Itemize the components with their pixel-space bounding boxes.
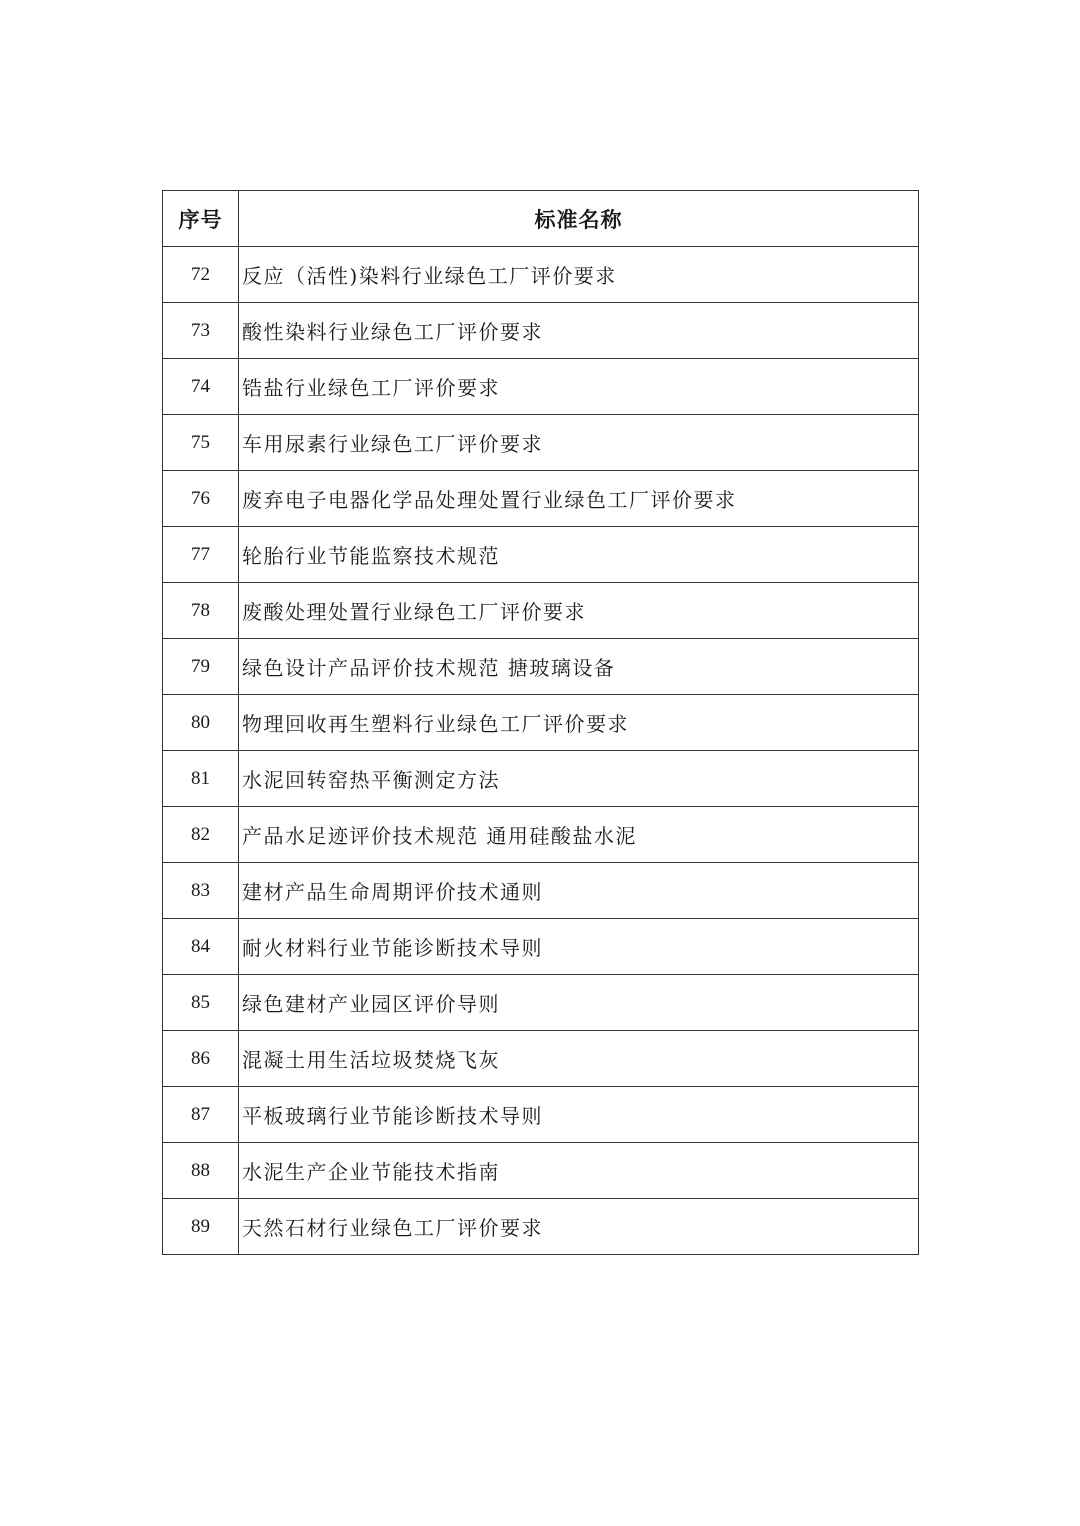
serial-number-cell: 78 <box>163 583 239 639</box>
serial-number-cell: 72 <box>163 247 239 303</box>
serial-number-cell: 76 <box>163 471 239 527</box>
standard-name-cell: 产品水足迹评价技术规范 通用硅酸盐水泥 <box>239 807 919 863</box>
table-row <box>163 919 919 975</box>
table-row <box>163 751 919 807</box>
table-row <box>163 527 919 583</box>
standard-name-cell: 混凝土用生活垃圾焚烧飞灰 <box>239 1031 919 1087</box>
table-row <box>163 303 919 359</box>
standard-name-cell: 水泥回转窑热平衡测定方法 <box>239 751 919 807</box>
standard-name-cell: 天然石材行业绿色工厂评价要求 <box>239 1199 919 1255</box>
table-row <box>163 1087 919 1143</box>
table-row <box>163 863 919 919</box>
table-row <box>163 975 919 1031</box>
serial-number-cell: 75 <box>163 415 239 471</box>
serial-number-cell: 88 <box>163 1143 239 1199</box>
standard-name-cell: 物理回收再生塑料行业绿色工厂评价要求 <box>239 695 919 751</box>
serial-number-cell: 74 <box>163 359 239 415</box>
table-row <box>163 359 919 415</box>
standard-name-cell: 建材产品生命周期评价技术通则 <box>239 863 919 919</box>
serial-number-cell: 73 <box>163 303 239 359</box>
serial-number-cell: 87 <box>163 1087 239 1143</box>
standard-name-cell: 耐火材料行业节能诊断技术导则 <box>239 919 919 975</box>
standard-name-cell: 轮胎行业节能监察技术规范 <box>239 527 919 583</box>
standard-name-cell: 酸性染料行业绿色工厂评价要求 <box>239 303 919 359</box>
serial-number-cell: 85 <box>163 975 239 1031</box>
standard-name-cell: 锆盐行业绿色工厂评价要求 <box>239 359 919 415</box>
standard-name-cell: 水泥生产企业节能技术指南 <box>239 1143 919 1199</box>
table-row <box>163 695 919 751</box>
table-row <box>163 415 919 471</box>
serial-number-cell: 80 <box>163 695 239 751</box>
table-row <box>163 1143 919 1199</box>
header-row <box>163 191 919 247</box>
table-body <box>163 247 919 1255</box>
standard-name-cell: 绿色设计产品评价技术规范 搪玻璃设备 <box>239 639 919 695</box>
serial-number-cell: 89 <box>163 1199 239 1255</box>
table-row <box>163 639 919 695</box>
serial-number-cell: 83 <box>163 863 239 919</box>
standards-table <box>162 190 919 1255</box>
standard-name-cell: 绿色建材产业园区评价导则 <box>239 975 919 1031</box>
table-header <box>163 191 919 247</box>
header-serial-number: 序号 <box>163 191 239 247</box>
serial-number-cell: 77 <box>163 527 239 583</box>
standard-name-cell: 平板玻璃行业节能诊断技术导则 <box>239 1087 919 1143</box>
serial-number-cell: 79 <box>163 639 239 695</box>
table-row <box>163 583 919 639</box>
table-row <box>163 471 919 527</box>
standard-name-cell: 废弃电子电器化学品处理处置行业绿色工厂评价要求 <box>239 471 919 527</box>
table-row <box>163 247 919 303</box>
standard-name-cell: 废酸处理处置行业绿色工厂评价要求 <box>239 583 919 639</box>
standard-name-cell: 反应（活性)染料行业绿色工厂评价要求 <box>239 247 919 303</box>
standard-name-cell: 车用尿素行业绿色工厂评价要求 <box>239 415 919 471</box>
serial-number-cell: 86 <box>163 1031 239 1087</box>
table-row <box>163 807 919 863</box>
table-row <box>163 1031 919 1087</box>
table-row <box>163 1199 919 1255</box>
serial-number-cell: 81 <box>163 751 239 807</box>
serial-number-cell: 84 <box>163 919 239 975</box>
serial-number-cell: 82 <box>163 807 239 863</box>
header-standard-name: 标准名称 <box>239 191 919 247</box>
